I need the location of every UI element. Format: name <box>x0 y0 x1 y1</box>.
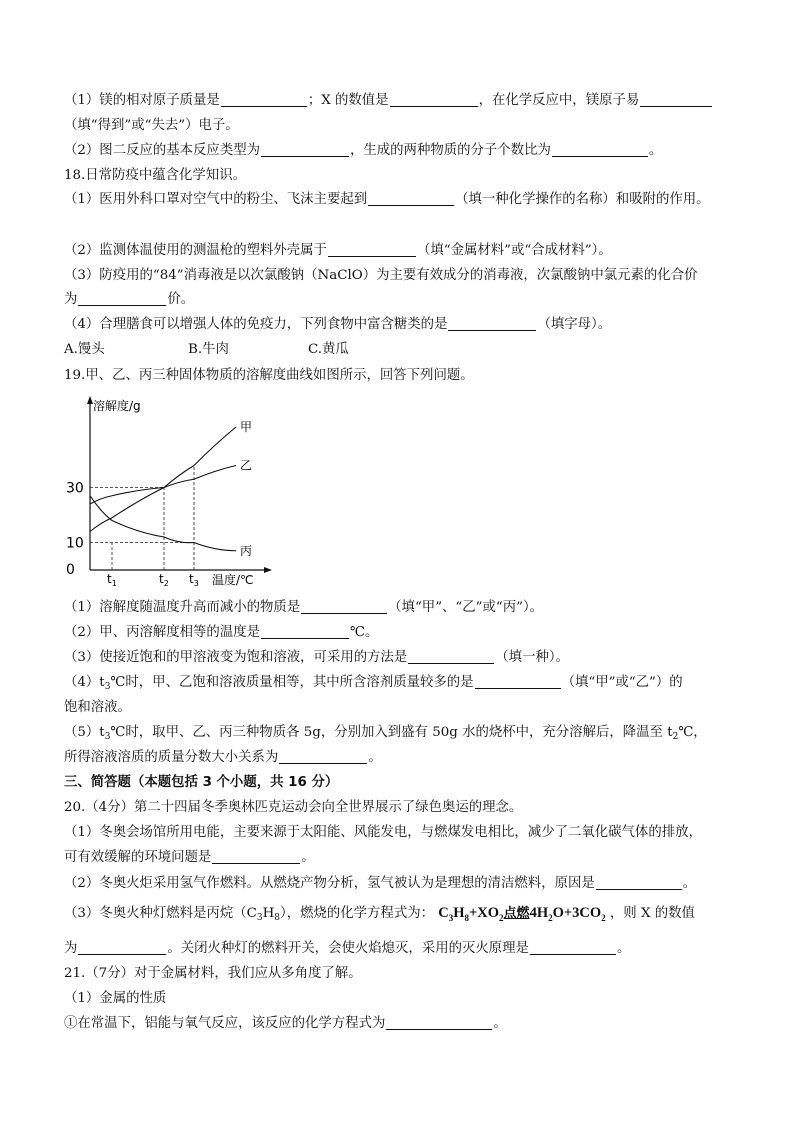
q20-title: 20.（4分）第二十四届冬季奥林匹克运动会向全世界展示了绿色奥运的理念。 <box>64 800 523 815</box>
answer-blank[interactable] <box>301 599 387 614</box>
q17-line-3: （2）图二反应的基本反应类型为 ，生成的两种物质的分子个数比为 。 <box>64 143 663 158</box>
q20-3-cont: 为 。关闭火种灯的燃料开关，会使火焰熄灭，采用的灭火原理是 。 <box>64 941 631 956</box>
x-tick-label: $t_3$ <box>189 572 199 588</box>
series-label: 甲 <box>240 420 253 434</box>
answer-blank[interactable] <box>368 191 454 206</box>
q20-2: （2）冬奥火炬采用氢气作燃料。从燃烧产物分析，氢气被认为是理想的清洁燃料，原因是 。 <box>64 876 697 891</box>
answer-blank[interactable] <box>448 316 536 331</box>
answer-blank[interactable] <box>530 940 616 955</box>
q18-4: （4）合理膳食可以增强人体的免疫力，下列食物中富含糖类的是 （填字母）。 <box>64 317 612 332</box>
answer-blank[interactable] <box>261 624 349 639</box>
answer-blank[interactable] <box>408 649 494 664</box>
option-b: B.牛肉 <box>188 342 229 357</box>
q19-1: （1）溶解度随温度升高而减小的物质是 （填“甲”、“乙”或“丙”）。 <box>64 600 544 615</box>
q18-title: 18.日常防疫中蕴含化学知识。 <box>64 168 246 183</box>
q19-4: $(4)t_3℃$时，甲、乙饱和溶液质量相等，其中所含溶剂质量较多的是 （填“甲”或“乙”）的 <box>64 675 683 692</box>
answer-blank[interactable] <box>328 242 416 257</box>
x-axis-label: 温度/℃ <box>212 573 254 587</box>
y-tick-label: 0 <box>66 562 75 578</box>
answer-blank[interactable] <box>212 849 300 864</box>
answer-blank[interactable] <box>640 92 712 107</box>
q21-2: ①在常温下，铝能与氧气反应，该反应的化学方程式为 。 <box>64 1016 507 1031</box>
combustion-equation: $C_3H_8+XO_2$点燃$4H_2O+3CO_2$ <box>438 905 606 923</box>
q18-3a: （3）防疫用的“84”消毒液是以次氯酸钠（NaClO）为主要有效成分的消毒液，次氯酸钠中氯元素的化合价 <box>64 268 698 283</box>
answer-blank[interactable] <box>552 142 648 157</box>
x-axis-arrow <box>264 567 272 573</box>
y-tick-label: 30 <box>66 480 84 497</box>
q21-title: 21.（7分）对于金属材料，我们应从多角度了解。 <box>64 966 362 981</box>
y-tick-label: 10 <box>66 535 84 552</box>
answer-blank[interactable] <box>596 875 682 890</box>
q19-2: （2）甲、丙溶解度相等的温度是 ℃。 <box>64 625 379 640</box>
q19-5-cont: 所得溶液溶质的质量分数大小关系为 。 <box>64 750 382 765</box>
answer-blank[interactable] <box>221 92 307 107</box>
series-label: 乙 <box>240 458 253 473</box>
answer-blank[interactable] <box>279 749 367 764</box>
q18-options <box>64 340 744 360</box>
answer-blank[interactable] <box>475 674 561 689</box>
solubility-chart-svg <box>64 392 274 592</box>
q18-2: （2）监测体温使用的测温枪的塑料外壳属于 （填“金属材料”或“合成材料”）。 <box>64 243 612 258</box>
answer-blank[interactable] <box>261 142 349 157</box>
q21-1: （1）金属的性质 <box>64 991 167 1006</box>
series-curve-乙 <box>90 466 236 505</box>
answer-blank[interactable] <box>390 92 478 107</box>
q20-1b: 可有效缓解的环境问题是 。 <box>64 850 315 865</box>
q19-5: $(5)t_3℃$时，取甲、乙、丙三种物质各 5g，分别加入到盛有 50g 水的烧杯中，充分溶解后，降温至 $t_2℃$， <box>64 725 707 742</box>
solubility-chart <box>64 392 274 592</box>
q18-3b: 为 价。 <box>64 292 195 307</box>
series-curve-甲 <box>90 427 236 532</box>
section-3-heading: 三、简答题（本题包括 3 个小题，共 16 分） <box>64 775 339 790</box>
q20-3: （3）冬奥火种灯燃料是丙烷$(C_3H_8)$，燃烧的化学方程式为： $C_3H_8+XO_2$点燃$4H_2O+3CO_2$ ，则 X 的数值 <box>64 905 695 923</box>
x-tick-label: $t_1$ <box>107 572 117 588</box>
option-c: C.黄瓜 <box>308 342 349 357</box>
q19-3: （3）使接近饱和的甲溶液变为饱和溶液，可采用的方法是 （填一种）。 <box>64 650 569 665</box>
series-label: 丙 <box>240 543 253 558</box>
q20-1a: （1）冬奥会场馆所用电能，主要来源于太阳能、风能发电，与燃煤发电相比，减少了二氧化碳气体的排放， <box>64 825 702 840</box>
y-axis-label: 溶解度/g <box>93 399 141 413</box>
q18-1: （1）医用外科口罩对空气中的粉尘、飞沫主要起到 （填一种化学操作的名称）和吸附的作用。 <box>64 192 710 207</box>
answer-blank[interactable] <box>386 1015 492 1030</box>
q17-line-2: （填“得到”或“失去”）电子。 <box>64 118 239 133</box>
q19-4-cont: 饱和溶液。 <box>64 700 131 715</box>
x-tick-label: $t_2$ <box>159 572 169 588</box>
option-a: A.馒头 <box>64 342 105 357</box>
q17-line-1: （1）镁的相对原子质量是 ；X 的数值是 ，在化学反应中，镁原子易 <box>64 91 744 111</box>
answer-blank[interactable] <box>78 940 166 955</box>
q19-title: 19.甲、乙、丙三种固体物质的溶解度曲线如图所示，回答下列问题。 <box>64 368 474 383</box>
answer-blank[interactable] <box>78 291 166 306</box>
